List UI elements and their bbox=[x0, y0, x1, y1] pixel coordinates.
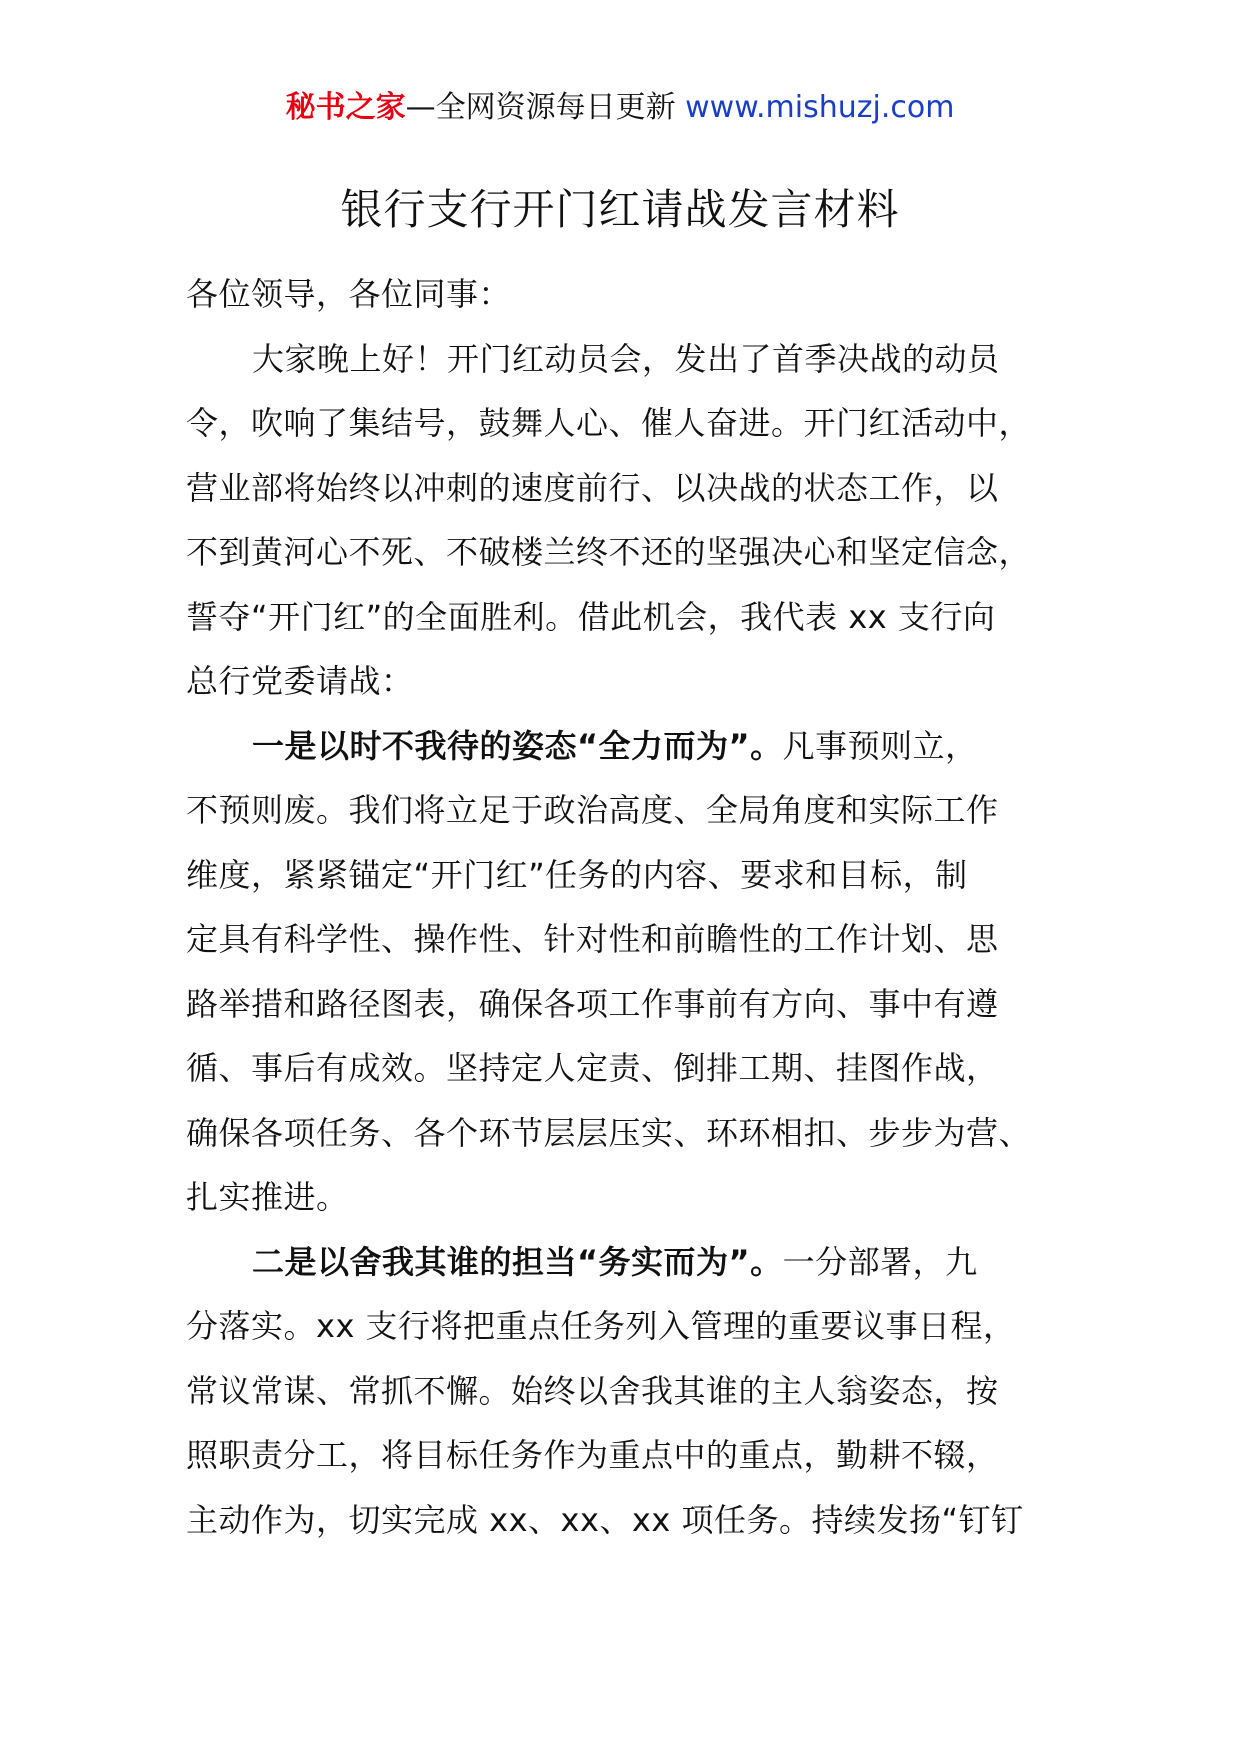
paragraph-line: 维度，紧紧锚定“开门红”任务的内容、要求和目标，制 bbox=[186, 855, 968, 894]
paragraph-line: 誓夺“开门红”的全面胜利。借此机会，我代表 xx 支行向 bbox=[186, 597, 996, 636]
document-body bbox=[186, 262, 1056, 1552]
brand-name: 秘书之家 bbox=[285, 90, 406, 125]
salutation: 各位领导，各位同事： bbox=[186, 275, 512, 313]
section-heading-1: 一是以时不我待的姿态“全力而为”。 bbox=[252, 726, 783, 765]
paragraph-line bbox=[186, 714, 1056, 779]
document-title: 银行支行开门红请战发言材料 bbox=[340, 185, 900, 234]
paragraph-line: 主动作为，切实完成 xx、xx、xx 项任务。持续发扬“钉钉 bbox=[186, 1500, 1024, 1539]
site-header bbox=[0, 86, 1240, 130]
paragraph-line: 常议常谋、常抓不懈。始终以舍我其谁的主人翁姿态，按 bbox=[186, 1371, 999, 1410]
paragraph-line: 确保各项任务、各个环节层层压实、环环相扣、步步为营、 bbox=[186, 1113, 1032, 1152]
paragraph-line: 营业部将始终以冲刺的速度前行、以决战的状态工作，以 bbox=[186, 468, 999, 507]
paragraph-line: 循、事后有成效。坚持定人定责、倒排工期、挂图作战， bbox=[186, 1049, 999, 1087]
site-url[interactable]: www.mishuzj.com bbox=[685, 90, 955, 125]
section-heading-2: 二是以舍我其谁的担当“务实而为”。 bbox=[252, 1242, 783, 1281]
paragraph-line: 路举措和路径图表，确保各项工作事前有方向、事中有遵 bbox=[186, 984, 999, 1023]
paragraph-line: 定具有科学性、操作性、针对性和前瞻性的工作计划、思 bbox=[186, 920, 999, 958]
paragraph-line: 不到黄河心不死、不破楼兰终不还的坚强决心和坚定信念， bbox=[186, 533, 1032, 571]
paragraph-line: 令，吹响了集结号，鼓舞人心、催人奋进。开门红活动中， bbox=[186, 404, 1032, 442]
paragraph-line: 分落实。xx 支行将把重点任务列入管理的重要议事日程， bbox=[186, 1307, 1016, 1345]
paragraph-text: 一分部署，九 bbox=[782, 1242, 978, 1281]
paragraph-line: 不预则废。我们将立足于政治高度、全局角度和实际工作 bbox=[186, 791, 999, 829]
paragraph-line bbox=[186, 1230, 1056, 1295]
paragraph-line: 大家晚上好！开门红动员会，发出了首季决战的动员 bbox=[252, 339, 1000, 378]
paragraph-line: 照职责分工，将目标任务作为重点中的重点，勤耕不辍， bbox=[186, 1436, 999, 1474]
paragraph-line: 扎实推进。 bbox=[186, 1178, 349, 1216]
header-tagline: —全网资源每日更新 bbox=[405, 90, 676, 125]
paragraph-text: 凡事预则立， bbox=[782, 726, 978, 765]
paragraph-line: 总行党委请战： bbox=[186, 662, 414, 700]
